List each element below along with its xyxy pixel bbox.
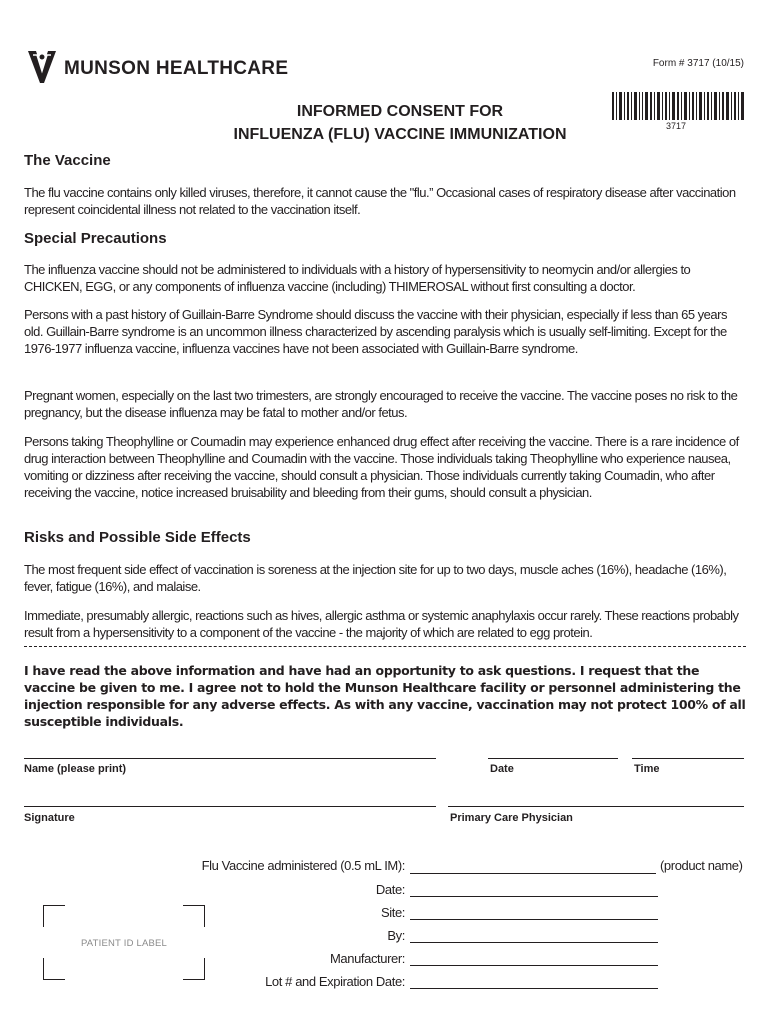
- precautions-paragraph-2: Persons with a past history of Guillain-Barre Syndrome should discuss the vaccine with their physician, especially if less than 65 years old. Guillain-Barre syndrome is an uncommon illness characterized by ascending paralysis which is usually self-limiting. Except for the 1976-1977 influenza vaccine, influenza vaccines have not been associated with Guillain-Barre syndrome.: [24, 307, 727, 356]
- manufacturer-label: Manufacturer:: [329, 951, 405, 966]
- vaccine-heading: The Vaccine: [24, 152, 111, 169]
- risks-paragraph-1: The most frequent side effect of vaccination is soreness at the injection site for up to two days, muscle aches (16%), headache (16%), fever, fatigue (16%), and malaise.: [24, 562, 727, 594]
- precautions-paragraph-1: The influenza vaccine should not be administered to individuals with a history of hypersensitivity to neomycin and/or allergies to CHICKEN, EGG, or any components of influenza vaccine (including) THIMEROSAL without first consulting a doctor.: [24, 262, 691, 294]
- manufacturer-line[interactable]: [410, 965, 658, 966]
- signature-label: Signature: [24, 812, 75, 824]
- barcode-number: 3717: [666, 121, 687, 131]
- lot-expiration-label: Lot # and Expiration Date:: [265, 974, 405, 989]
- physician-line[interactable]: [448, 806, 744, 807]
- date-line[interactable]: [488, 758, 618, 759]
- patient-id-label-area: [43, 905, 205, 980]
- title-line-2: INFLUENZA (FLU) VACCINE IMMUNIZATION: [233, 126, 567, 143]
- product-name-label: (product name): [660, 858, 743, 873]
- patient-id-label-text: PATIENT ID LABEL: [80, 938, 168, 949]
- vaccine-paragraph: The flu vaccine contains only killed viruses, therefore, it cannot cause the "flu.” Occasional cases of respiratory disease after vaccination represent coincidental illness not related to the vaccination itself.: [24, 185, 736, 217]
- by-line[interactable]: [410, 942, 658, 943]
- admin-date-label: Date:: [375, 882, 405, 897]
- vaccine-administered-label: Flu Vaccine administered (0.5 mL IM):: [201, 858, 405, 873]
- name-line[interactable]: [24, 758, 436, 759]
- corner-mark: [183, 905, 205, 927]
- physician-label: Primary Care Physician: [450, 812, 573, 824]
- time-line[interactable]: [632, 758, 744, 759]
- title-line-1: INFORMED CONSENT FOR: [296, 103, 504, 120]
- site-label: Site:: [380, 905, 405, 920]
- name-label: Name (please print): [24, 763, 127, 775]
- corner-mark: [43, 958, 65, 980]
- corner-mark: [43, 905, 65, 927]
- product-name-line[interactable]: [410, 873, 656, 874]
- risks-paragraph-2: Immediate, presumably allergic, reactions such as hives, allergic asthma or systemic anaphylaxis occur rarely. These reactions probably result from a hypersensitivity to a component of the vaccine - the majority of which are related to egg protein.: [24, 608, 739, 640]
- site-line[interactable]: [410, 919, 658, 920]
- munson-healthcare-logo: [24, 47, 289, 87]
- barcode: [612, 92, 744, 120]
- separator-dashed-line: [24, 646, 746, 647]
- lot-expiration-line[interactable]: [410, 988, 658, 989]
- date-label: Date: [490, 763, 514, 775]
- time-label: Time: [634, 763, 660, 775]
- risks-heading: Risks and Possible Side Effects: [24, 529, 251, 546]
- admin-date-line[interactable]: [410, 896, 658, 897]
- precautions-paragraph-3: Pregnant women, especially on the last two trimesters, are strongly encouraged to receive the vaccine. The vaccine poses no risk to the pregnancy, but the disease influenza may be fatal to mother and/or fetus.: [24, 388, 738, 420]
- precautions-paragraph-4: Persons taking Theophylline or Coumadin may experience enhanced drug effect after receiving the vaccine. There is a rare incidence of drug interaction between Theophylline and Coumadin with the vaccine. Those individuals taking Theophylline who experience nausea, vomiting or dizziness after receiving the vaccine, should consult a physician. Those individuals currently taking Coumadin, who after receiving the vaccine, notice increased bruisability and bleeding from their gums, should consult a physician.: [24, 434, 739, 500]
- page-title: [200, 100, 600, 146]
- by-label: By:: [387, 928, 405, 943]
- corner-mark: [183, 958, 205, 980]
- form-number: Form # 3717 (10/15): [652, 58, 744, 69]
- munson-logo-icon: [24, 47, 60, 87]
- signature-line[interactable]: [24, 806, 436, 807]
- consent-statement: I have read the above information and have had an opportunity to ask questions. I request that the vaccine be given to me. I agree not to hold the Munson Healthcare facility or personnel administering the injection responsible for any adverse effects. As with any vaccine, vaccination may not protect 100% of all susceptible individuals.: [24, 663, 746, 729]
- logo-text: MUNSON HEALTHCARE: [64, 58, 289, 79]
- precautions-heading: Special Precautions: [24, 230, 167, 247]
